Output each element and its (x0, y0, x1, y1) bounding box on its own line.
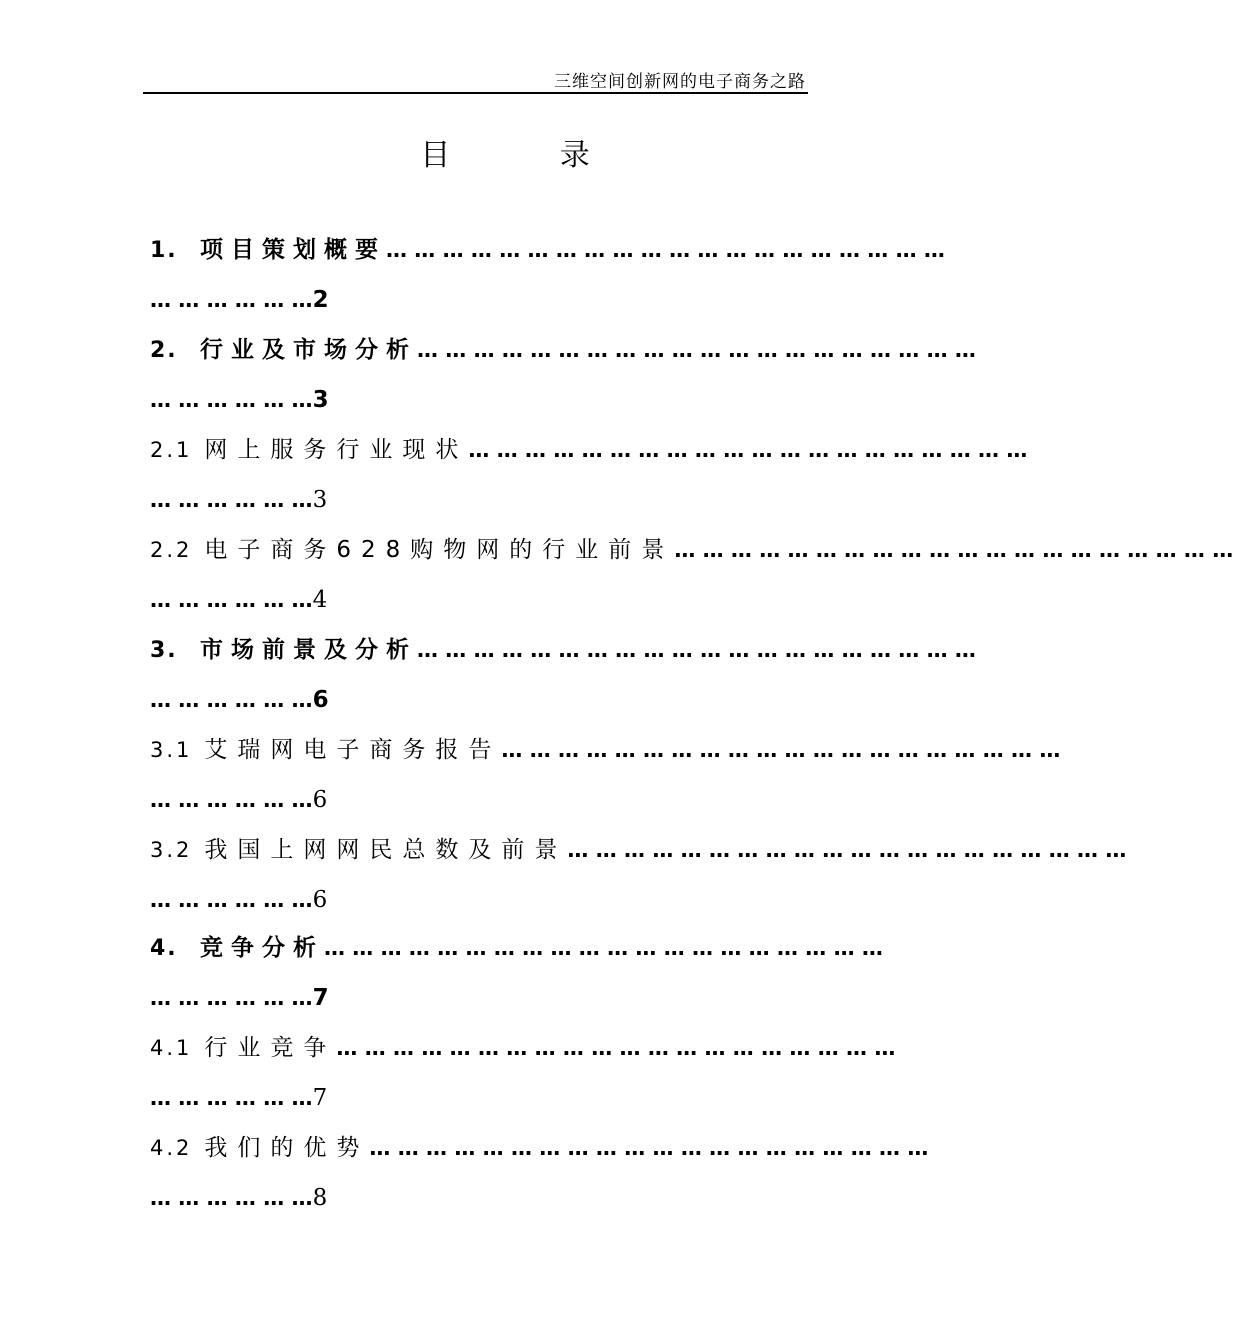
dot-leader: … … … … … … … … … … … … … … … … … … … … (324, 936, 883, 960)
toc-entry-number: 2.1 (150, 438, 193, 462)
toc-entry-page: 6 (312, 787, 328, 813)
toc-entry-title: 竞争分析 (200, 935, 324, 961)
toc-entry[interactable] (150, 1028, 896, 1118)
dot-leader: … … … … … … (150, 986, 313, 1010)
toc-entry[interactable] (150, 928, 883, 1018)
dot-leader: … … … … … … … … … … … … … … … … … … … … (567, 838, 1127, 862)
toc-entry-number: 2.2 (150, 538, 193, 562)
toc-entry-title: 行业竞争 (204, 1035, 337, 1061)
dot-leader: … … … … … … (150, 688, 313, 712)
toc-entry-number: 3. (150, 638, 178, 663)
dot-leader: … … … … … … (150, 588, 313, 612)
toc-entry[interactable] (150, 630, 976, 720)
dot-leader: … … … … … … … … … … … … … … … … … … … … (369, 1136, 929, 1160)
toc-entry-page: 2 (312, 287, 329, 313)
toc-entry-number: 3.2 (150, 838, 193, 862)
toc-entry-number: 2. (150, 338, 178, 363)
dot-leader: … … … … … … … … … … … … … … … … … … … … (501, 738, 1061, 762)
toc-entry-title: 艾瑞网电子商务报告 (204, 737, 502, 763)
toc-entry-page: 3 (312, 387, 329, 413)
dot-leader: … … … … … … (150, 1086, 313, 1110)
running-title: 三维空间创新网的电子商务之路 (554, 72, 806, 92)
dot-leader: … … … … … … … … … … … … … … … … … … … … (674, 538, 1233, 562)
toc-entry-page: 3 (312, 487, 328, 513)
toc-entry-number: 4.1 (150, 1036, 193, 1060)
toc-entry-title: 我国上网网民总数及前景 (204, 837, 568, 863)
toc-entry[interactable] (150, 330, 976, 420)
dot-leader: … … … … … … (150, 388, 313, 412)
toc-entry[interactable] (150, 530, 1233, 620)
toc-entry-page: 4 (312, 587, 328, 613)
toc-entry-number: 3.1 (150, 738, 193, 762)
dot-leader: … … … … … … … … … … … … … … … … … … … … (386, 238, 945, 262)
toc-entry[interactable] (150, 730, 1061, 820)
toc-entry-title: 项目策划概要 (200, 237, 386, 263)
page-header (143, 64, 808, 94)
toc-title: 目 录 (420, 138, 640, 173)
dot-leader: … … … … … … … … … … … … … … … … … … … … (336, 1036, 896, 1060)
dot-leader: … … … … … … (150, 788, 313, 812)
toc-entry-page: 7 (312, 1085, 328, 1111)
dot-leader: … … … … … … (150, 488, 313, 512)
toc-entry-page: 6 (312, 887, 328, 913)
toc-entry-number: 1. (150, 238, 178, 263)
toc-entry-title: 行业及市场分析 (200, 337, 417, 363)
dot-leader: … … … … … … … … … … … … … … … … … … … … (417, 638, 976, 662)
toc-entry-page: 7 (312, 985, 329, 1011)
toc-entry-title: 我们的优势 (204, 1135, 370, 1161)
toc-entry-title: 网上服务行业现状 (204, 437, 469, 463)
dot-leader: … … … … … … (150, 888, 313, 912)
toc-entry[interactable] (150, 430, 1028, 520)
toc-entry[interactable] (150, 830, 1127, 920)
toc-entry-number: 4.2 (150, 1136, 193, 1160)
toc-entry-page: 6 (312, 687, 329, 713)
toc-entry[interactable] (150, 230, 945, 320)
dot-leader: … … … … … … … … … … … … … … … … … … … … (468, 438, 1028, 462)
dot-leader: … … … … … … … … … … … … … … … … … … … … (417, 338, 976, 362)
toc-entry-page: 8 (312, 1185, 328, 1211)
toc-entry-title: 电子商务628购物网的行业前景 (204, 537, 675, 563)
dot-leader: … … … … … … (150, 288, 313, 312)
dot-leader: … … … … … … (150, 1186, 313, 1210)
toc-entry[interactable] (150, 1128, 929, 1218)
toc-entry-title: 市场前景及分析 (200, 637, 417, 663)
toc-entry-number: 4. (150, 936, 178, 961)
